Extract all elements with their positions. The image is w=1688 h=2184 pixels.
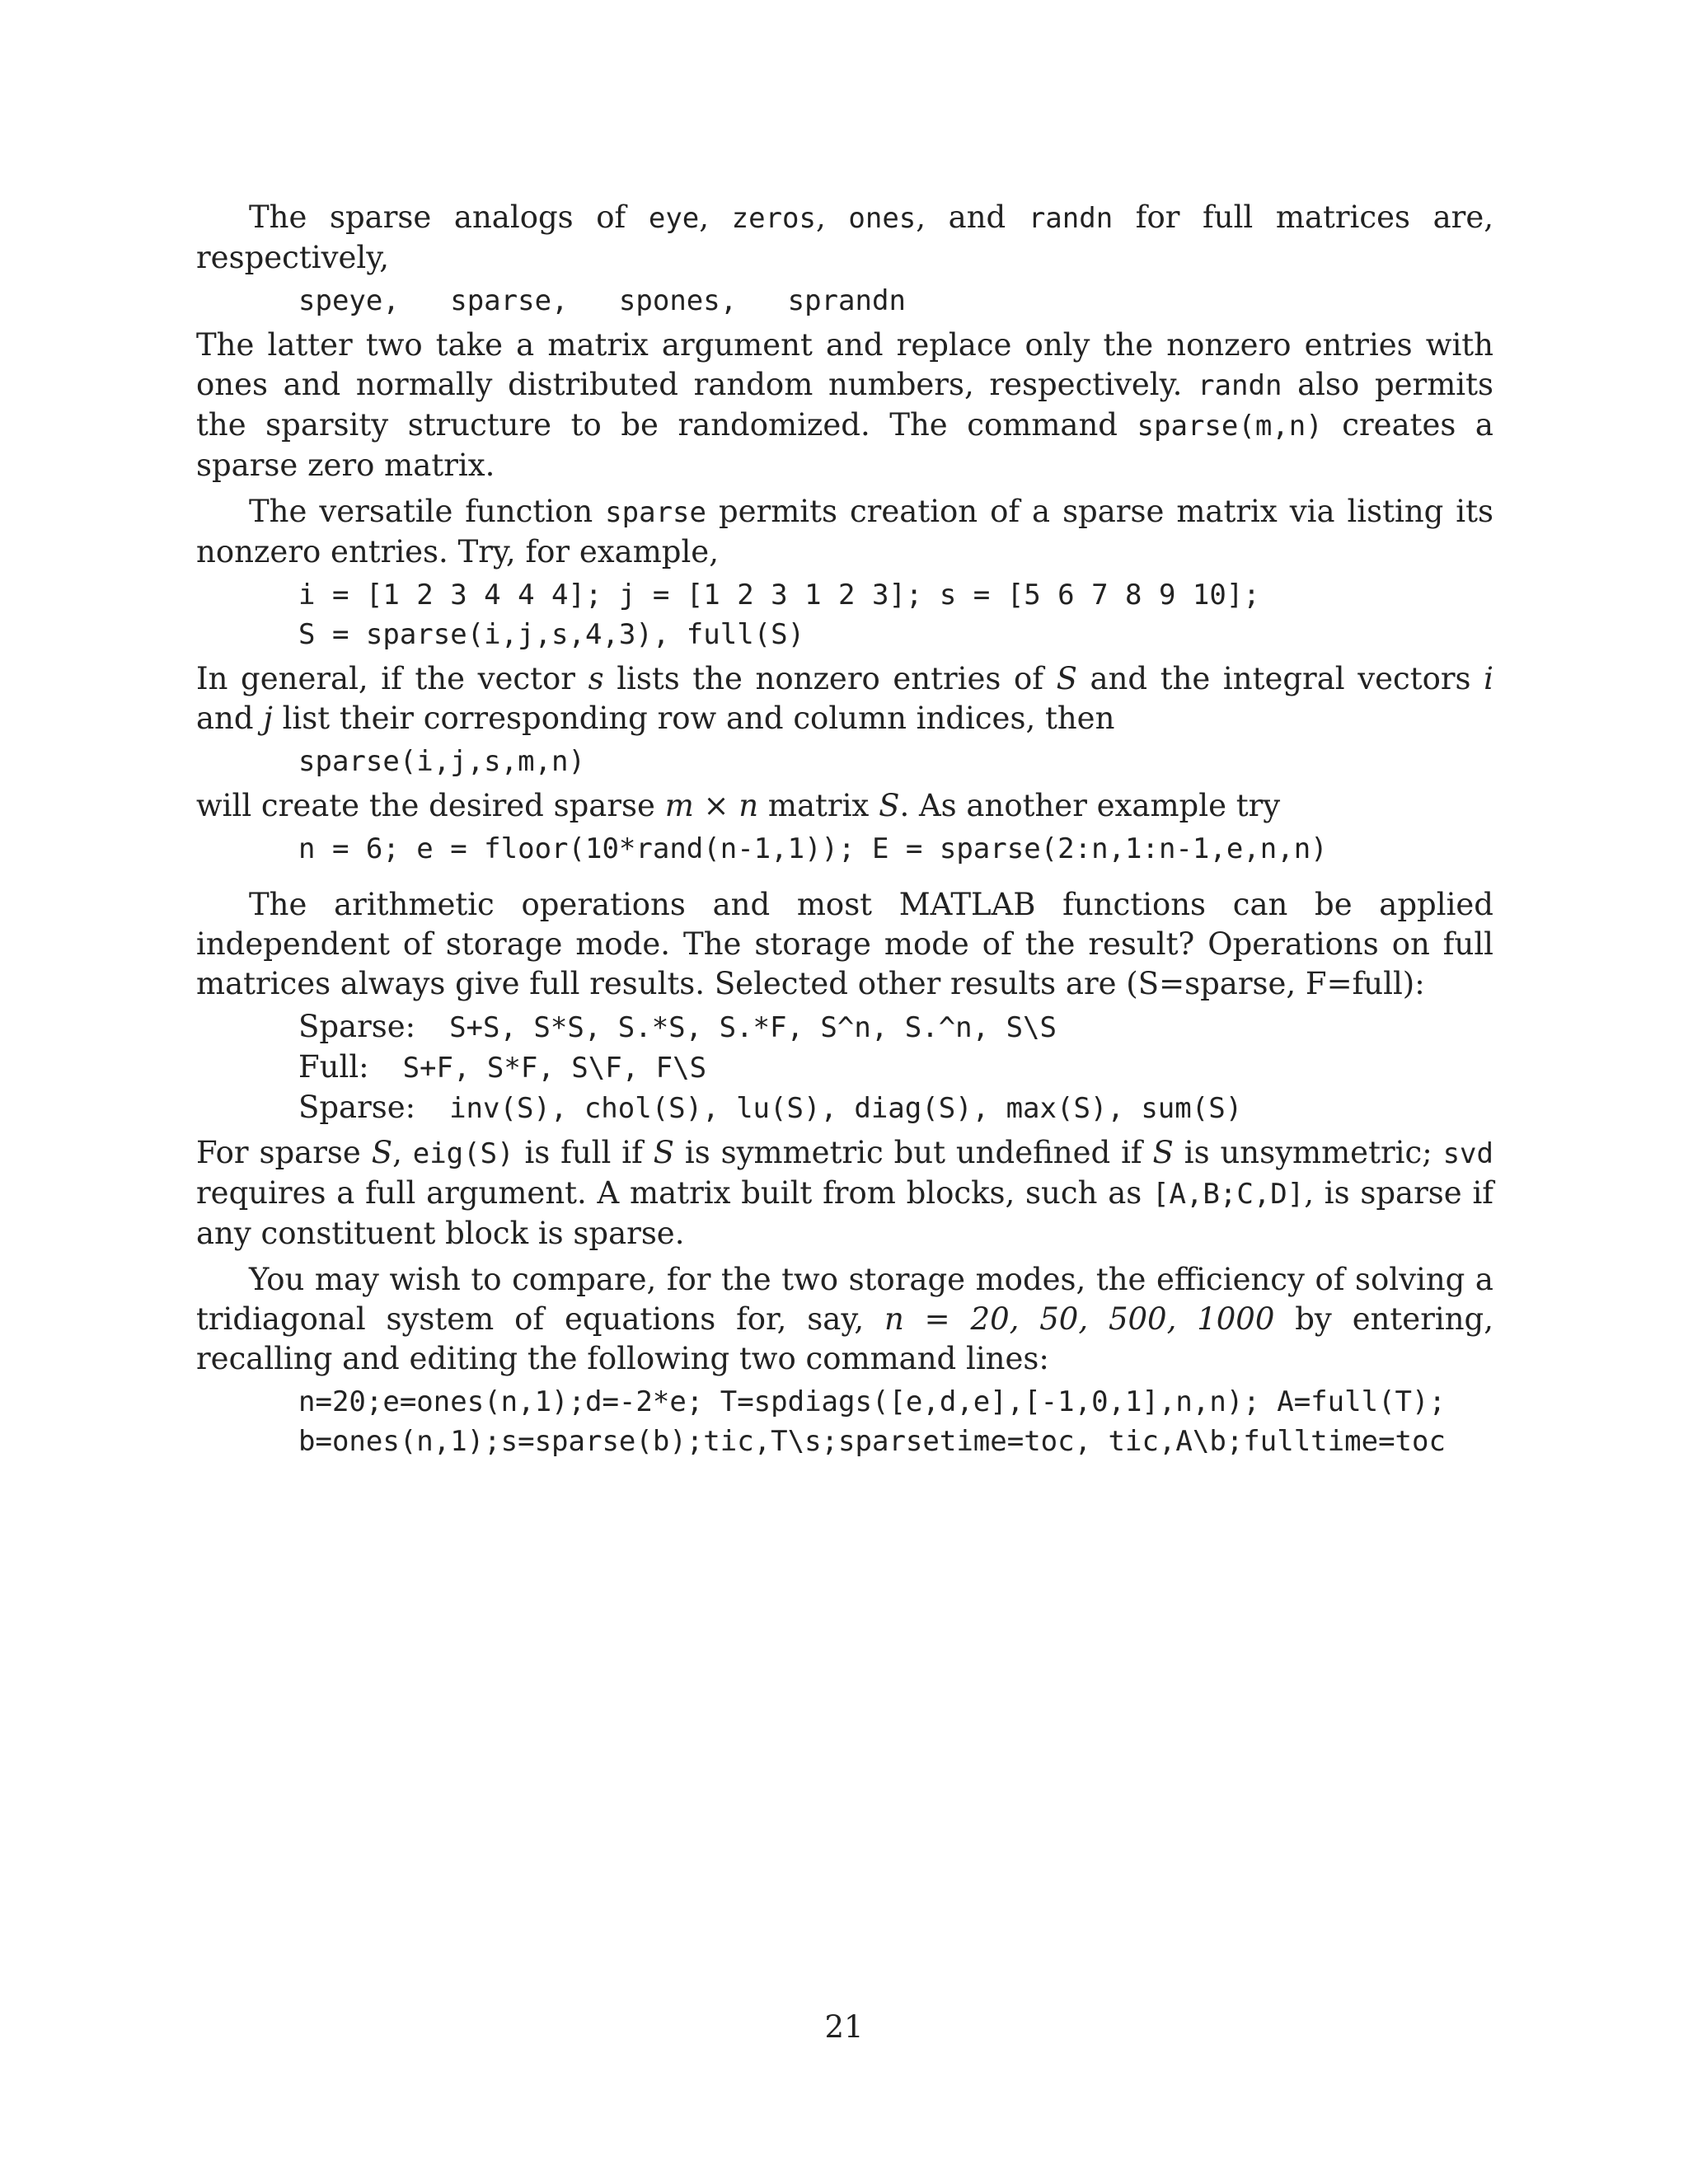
math-S: S xyxy=(371,1135,393,1170)
results-label: Sparse: xyxy=(298,1009,416,1044)
math-S: S xyxy=(879,788,900,823)
code-randn: randn xyxy=(1198,369,1282,402)
text: creates a sparse zero matrix. xyxy=(196,407,1493,483)
text: by entering, recalling and editing the following two command lines: xyxy=(196,1301,1493,1376)
results-code: S+F, S*F, S\F, F\S xyxy=(368,1052,707,1085)
results-code: S+S, S*S, S.*S, S.*F, S^n, S.^n, S\S xyxy=(415,1011,1057,1044)
text: . As another example try xyxy=(899,788,1281,823)
results-label: Sparse: xyxy=(298,1090,416,1125)
text: , xyxy=(699,199,732,235)
text: The sparse analogs of xyxy=(249,199,649,235)
text: is full if xyxy=(513,1135,654,1170)
code-line: b=ones(n,1);s=sparse(b);tic,T\s;sparsetime=toc, tic,A\b;fulltime=toc xyxy=(298,1425,1446,1458)
results-row-sparse-2 xyxy=(298,1088,1493,1128)
code-zeros: zeros xyxy=(731,202,816,235)
results-label: Full: xyxy=(298,1049,369,1085)
text: permits creation of a sparse matrix via listing its nonzero entries. Try, for example, xyxy=(196,494,1493,569)
results-list xyxy=(298,1007,1493,1128)
paragraph-arithmetic-operations: The arithmetic operations and most MATLAB functions can be applied independent of storage mode. The storage mode of the result? Operations on full matrices always give full results. Selected other results are (S=sparse, F=full): xyxy=(196,887,1493,1001)
math-S: S xyxy=(1152,1135,1174,1170)
math-S: S xyxy=(1056,661,1077,696)
text: list their corresponding row and column indices, then xyxy=(272,701,1115,736)
code-sparse-mn: sparse(m,n) xyxy=(1137,410,1323,443)
results-row-sparse-1 xyxy=(298,1007,1493,1047)
code-sparse: sparse xyxy=(605,496,706,529)
text: is unsymmetric; xyxy=(1173,1135,1443,1170)
code-randn: randn xyxy=(1028,202,1114,235)
text: also permits the sparsity structure to be randomized. The command xyxy=(196,367,1493,443)
math-j: j xyxy=(263,701,273,736)
text: lists the nonzero entries of xyxy=(603,661,1057,696)
results-row-full xyxy=(298,1047,1493,1088)
code-line: n=20;e=ones(n,1);d=-2*e; T=spdiags([e,d,e],[-1,0,1],n,n); A=full(T); xyxy=(298,1385,1446,1418)
text: , and xyxy=(916,199,1029,235)
paragraph-compare-storage xyxy=(196,1260,1493,1379)
code-sparse-ijsmn: sparse(i,j,s,m,n) xyxy=(298,745,585,778)
math-s: s xyxy=(588,661,604,696)
page-number: 21 xyxy=(824,2009,864,2045)
text: For sparse xyxy=(196,1135,372,1170)
code-example-ijs xyxy=(298,575,1493,654)
code-line: i = [1 2 3 4 4 4]; j = [1 2 3 1 2 3]; s = [5 6 7 8 9 10]; xyxy=(298,579,1260,612)
code-tridiagonal-timing xyxy=(298,1382,1493,1461)
code-block-matrix: [A,B;C,D] xyxy=(1152,1178,1305,1211)
text: and the integral vectors xyxy=(1076,661,1484,696)
paragraph-latter-two xyxy=(196,326,1493,485)
paragraph-sparse-analogs xyxy=(196,198,1493,278)
text: matrix xyxy=(758,788,879,823)
text: , is sparse if any constituent block is sparse. xyxy=(196,1175,1493,1251)
math-i: i xyxy=(1484,661,1493,696)
text: , xyxy=(392,1135,413,1170)
page-body xyxy=(196,198,1493,1466)
text: You may wish to compare, for the two storage modes, the efficiency of solving a tridiagonal system of equations for, say, xyxy=(196,1262,1493,1337)
code-eye: eye xyxy=(648,202,700,235)
paragraph-versatile-function xyxy=(196,492,1493,572)
results-code: inv(S), chol(S), lu(S), diag(S), max(S), sum(S) xyxy=(415,1092,1243,1125)
math-n-values: n = 20, 50, 500, 1000 xyxy=(884,1301,1275,1337)
code-example-floor-rand: n = 6; e = floor(10*rand(n-1,1)); E = sparse(2:n,1:n-1,e,n,n) xyxy=(298,832,1328,865)
paragraph-will-create xyxy=(196,786,1493,826)
math-m-by-n: m × n xyxy=(664,788,759,823)
code-line: S = sparse(i,j,s,4,3), full(S) xyxy=(298,618,805,651)
paragraph-for-sparse-s xyxy=(196,1133,1493,1254)
code-svd: svd xyxy=(1442,1137,1493,1170)
math-S: S xyxy=(653,1135,675,1170)
text: In general, if the vector xyxy=(196,661,588,696)
paragraph-in-general xyxy=(196,659,1493,738)
text: The versatile function xyxy=(249,494,606,529)
text: The latter two take a matrix argument and replace only the nonzero entries with ones and normally distributed random numbers, respectively. xyxy=(196,327,1493,402)
code-eig: eig(S) xyxy=(412,1137,514,1170)
code-sparse-functions: speye, sparse, spones, sprandn xyxy=(298,284,906,317)
text: for full matrices are, respectively, xyxy=(196,199,1494,275)
text: and xyxy=(196,701,264,736)
text: requires a full argument. A matrix built from blocks, such as xyxy=(196,1175,1153,1211)
code-ones: ones xyxy=(848,202,917,235)
text: , xyxy=(816,199,849,235)
text: will create the desired sparse xyxy=(196,788,665,823)
text: is symmetric but undefined if xyxy=(674,1135,1153,1170)
